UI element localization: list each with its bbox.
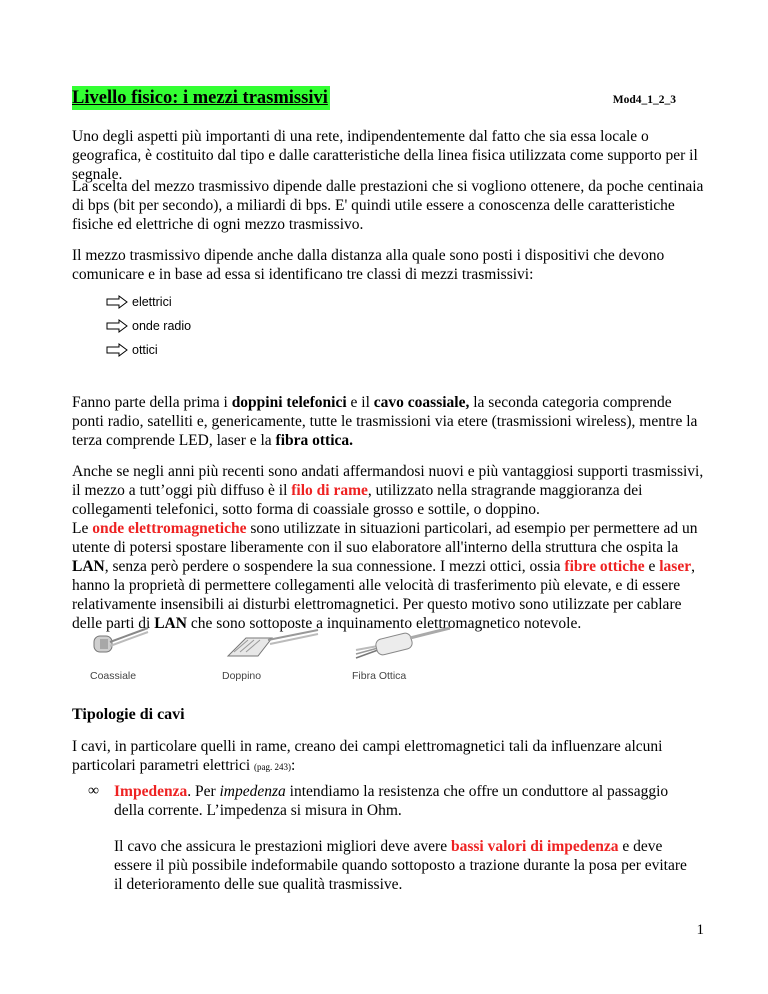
paragraph-3-text: Il mezzo trasmissivo dipende anche dalla distanza alla quale sono posti i dispositivi che devono comunicare e in base ad essa si identificano tre classi di mezzi trasmissivi:: [72, 247, 665, 283]
coaxial-figure: [86, 626, 196, 682]
paragraph-2-text: La scelta del mezzo trasmissivo dipende dalle prestazioni che si vogliono ottenere, da poche centinaia di bps (bit per secondo), a miliardi di bps. E' quindi utile essere a conoscenza delle caratteristiche fisiche ed elettriche di ogni mezzo trasmissivo.: [72, 178, 704, 233]
arrow-right-icon: [106, 295, 128, 309]
arrow-right-icon: [106, 343, 128, 357]
paragraph-5-text: Anche se negli anni più recenti sono andati affermandosi nuovi e più vantaggiosi supporti trasmissivi, il mezzo a tutt’oggi più diffuso è il filo di rame, utilizzato nella stragrande maggioranza dei collegamenti telefonici, sotto forma di coassiale grosso e sottile, o doppino. Le onde elettromagnetiche sono utilizzate in situazioni particolari, ad esempio per permettere ad un utente di potersi spostare liberamente con il suo elaboratore all'interno della struttura che ospita la LAN, senza però perdere o sospendere la sua connessione. I mezzi ottici, ossia fibre ottiche e laser, hanno la proprietà di permettere collegamenti alle velocità di trasferimento più elevate, e di essere relativamente insensibili ai disturbi elettromagnetici. Per questo motivo sono utilizzate per cablare delle parti di LAN che sono sottoposte a inquinamento elettromagnetico notevole.: [72, 463, 704, 632]
bullet-paragraph-1: Impedenza. Per impedenza intendiamo la resistenza che offre un conduttore al passaggio della corrente. L’impedenza si misura in Ohm.: [114, 783, 669, 819]
list-item-label: elettrici: [132, 295, 172, 309]
twisted-pair-figure: [218, 626, 328, 682]
paragraph-6-text: I cavi, in particolare quelli in rame, creano dei campi elettromagnetici tali da influenzare alcuni particolari parametri elettrici (pag. 243):: [72, 738, 663, 774]
twisted-pair-caption: Doppino: [222, 670, 262, 682]
paragraph-2: [72, 177, 704, 234]
coaxial-cable-icon: [86, 626, 196, 666]
list-item: [106, 290, 191, 314]
paragraph-1: [72, 127, 704, 184]
paragraph-4-text: Fanno parte della prima i doppini telefonici e il cavo coassiale, la seconda categoria comprende ponti radio, satelliti e, genericamente, tutte le trasmissioni via etere (trasmissioni wireless), mentre la terza comprende LED, laser e la fibra ottica.: [72, 394, 698, 449]
classes-list: [106, 290, 191, 362]
paragraph-3: [72, 246, 704, 284]
paragraph-4: [72, 393, 704, 450]
list-item: [106, 314, 191, 338]
paragraph-5: [72, 462, 704, 633]
fiber-optic-figure: [348, 626, 458, 682]
infinity-bullet-icon: ∞: [88, 782, 100, 799]
arrow-right-icon: [106, 319, 128, 333]
bullet-paragraph-2: Il cavo che assicura le prestazioni migliori deve avere bassi valori di impedenza e deve essere il più possibile indeformabile quando sottoposto a trazione durante la posa per evitare il deterioramento delle sue qualità trasmissive.: [114, 838, 687, 893]
coaxial-caption: Coassiale: [90, 670, 137, 682]
list-item-label: onde radio: [132, 319, 192, 333]
section-heading: [72, 706, 704, 724]
section-title: Tipologie di cavi: [72, 706, 185, 723]
bullet-text: [114, 782, 694, 894]
fiber-optic-caption: Fibra Ottica: [352, 670, 407, 682]
page-title: Livello fisico: i mezzi trasmissivi: [72, 88, 328, 108]
cable-figures: [86, 626, 426, 682]
list-item-label: ottici: [132, 343, 158, 357]
paragraph-1-text: Uno degli aspetti più importanti di una rete, indipendentemente dal fatto che sia essa locale o geografica, è costituito dal tipo e dalle caratteristiche della linea fisica utilizzata come supporto per il segnale.: [72, 128, 698, 183]
fiber-optic-cable-icon: [348, 626, 458, 666]
paragraph-6: [72, 737, 704, 777]
module-code: Mod4_1_2_3: [612, 94, 676, 106]
header: [72, 86, 704, 112]
page-number: 1: [696, 922, 704, 938]
list-item: [106, 338, 191, 362]
twisted-pair-connector-icon: [218, 626, 328, 666]
